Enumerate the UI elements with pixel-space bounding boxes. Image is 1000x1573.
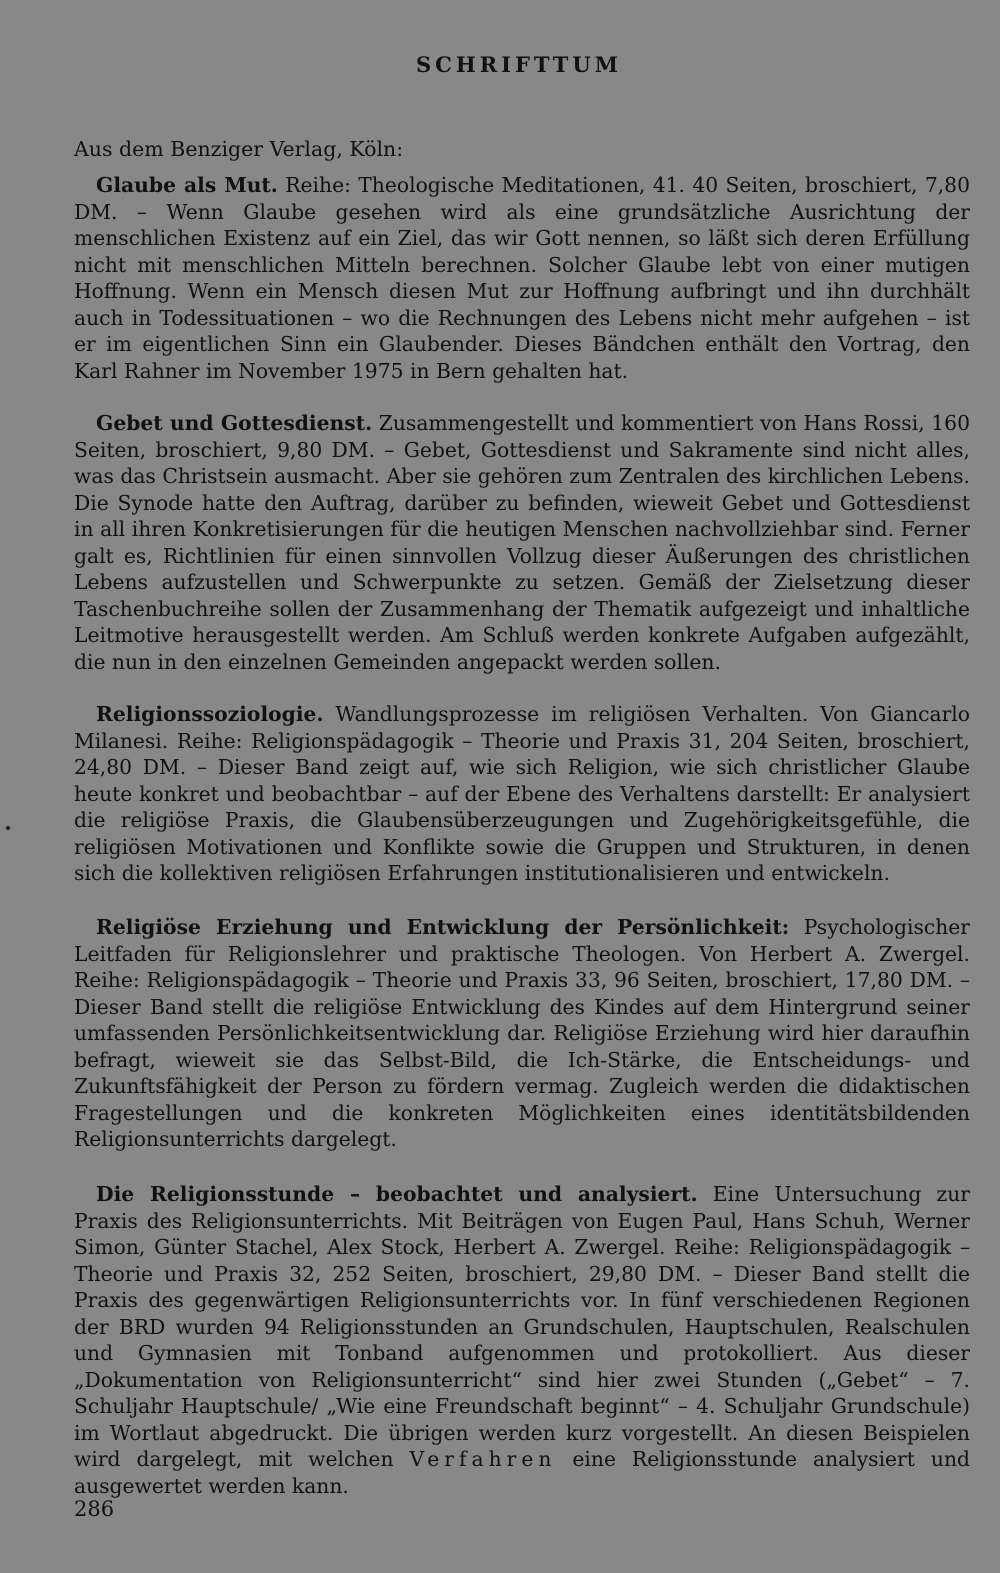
page-title: SCHRIFTTUM xyxy=(416,52,622,77)
publisher-heading: Aus dem Benziger Verlag, Köln: xyxy=(74,137,404,161)
review-text: Psychologischer Leitfaden für Religionslehrer und praktische Theologen. Von Herbert A. Zwergel. Reihe: Religionspädagogik – Theorie und Praxis 33, 96 Seiten, broschiert, 17,80 DM. – Dieser Band stellt die religiöse Entwicklung des Kindes auf dem Hintergrund seiner umfassenden Persönlichkeitsentwicklung dar. Religiöse Erziehung wird hier daraufhin befragt, wieweit sie das Selbst-Bild, die Ich-Stärke, die Entscheidungs- und Zukunftsfähigkeit der Person zu fördern vermag. Zugleich werden die didaktischen Fragestellungen und die konkreten Möglichkeiten eines identitätsbildenden Religionsunterrichts dargelegt. xyxy=(74,915,970,1151)
book-review-entry xyxy=(74,914,970,1153)
book-review-entry xyxy=(74,1181,970,1499)
review-text: Wandlungsprozesse im religiösen Verhalten. Von Giancarlo Milanesi. Reihe: Religionspädagogik – Theorie und Praxis 31, 204 Seiten, broschiert, 24,80 DM. – Dieser Band zeigt auf, wie sich Religion, wie sich christlicher Glaube heute konkret und beobachtbar – auf der Ebene des Verhaltens darstellt: Er analysiert die religiöse Praxis, die Glaubensüberzeugungen und Zugehörigkeitsgefühle, die religiösen Motivationen und Konflikte sowie die Gruppen und Strukturen, in denen sich die kollektiven religiösen Erfahrungen institutionalisieren und entwickeln. xyxy=(74,702,970,885)
review-text: Eine Untersuchung zur Praxis des Religionsunterrichts. Mit Beiträgen von Eugen Paul, Hans Schuh, Werner Simon, Günter Stachel, Alex Stock, Herbert A. Zwergel. Reihe: Religionspädagogik – Theorie und Praxis 32, 252 Seiten, broschiert, 29,80 DM. – Dieser Band stellt die Praxis des gegenwärtigen Religionsunterrichts vor. In fünf verschiedenen Regionen der BRD wurden 94 Religionsstunden an Grundschulen, Hauptschulen, Realschulen und Gymnasien mit Tonband aufgenommen und protokolliert. Aus dieser „Dokumentation von Religionsunterricht“ sind hier zwei Stunden („Gebet“ – 7. Schuljahr Hauptschule/ „Wie eine Freundschaft beginnt“ – 4. Schuljahr Grundschule) im Wortlaut abgedruckt. Die übrigen werden kurz vorgestellt. An diesen Beispielen wird dargelegt, mit welchen xyxy=(74,1182,970,1471)
book-title: Gebet und Gottesdienst. xyxy=(96,411,373,435)
book-title: Religiöse Erziehung und Entwicklung der Persönlichkeit: xyxy=(96,915,790,939)
book-title: Religionssoziologie. xyxy=(96,702,324,726)
book-review-entry xyxy=(74,701,970,887)
page-number: 286 xyxy=(74,1497,115,1521)
review-text-end: eine Religionsstunde analysiert und ausgewertet werden kann. xyxy=(74,1447,970,1498)
book-title: Glaube als Mut. xyxy=(96,173,278,197)
review-text: Reihe: Theologische Meditationen, 41. 40 Seiten, broschiert, 7,80 DM. – Wenn Glaube gesehen wird als eine grundsätzliche Ausrichtung der menschlichen Existenz auf ein Ziel, das wir Gott nennen, so läßt sich deren Erfüllung nicht mit menschlichen Mitteln berechnen. Solcher Glaube lebt von einer mutigen Hoffnung. Wenn ein Mensch diesen Mut zur Hoffnung aufbringt und ihn durchhält auch in Todessituationen – wo die Rechnungen des Lebens nicht mehr aufgehen – ist er im eigentlichen Sinn ein Glaubender. Dieses Bändchen enthält den Vortrag, den Karl Rahner im November 1975 in Bern gehalten hat. xyxy=(74,173,970,383)
book-review-entry xyxy=(74,410,970,675)
emphasized-word: Verfahren xyxy=(409,1447,557,1471)
book-review-entry xyxy=(74,172,970,384)
book-title: Die Religionsstunde – beobachtet und analysiert. xyxy=(96,1182,698,1206)
margin-mark xyxy=(6,826,10,830)
review-text: Zusammengestellt und kommentiert von Hans Rossi, 160 Seiten, broschiert, 9,80 DM. – Gebet, Gottesdienst und Sakramente sind nicht alles, was das Christsein ausmacht. Aber sie gehören zum Zentralen des kirchlichen Lebens. Die Synode hatte den Auftrag, darüber zu befinden, wieweit Gebet und Gottesdienst in all ihren Konkretisierungen für die heutigen Menschen nachvollziehbar sind. Ferner galt es, Richtlinien für einen sinnvollen Vollzug dieser Äußerungen des christlichen Lebens aufzustellen und Schwerpunkte zu setzen. Gemäß der Zielsetzung dieser Taschenbuchreihe sollen der Zusammenhang der Thematik aufgezeigt und inhaltliche Leitmotive herausgestellt werden. Am Schluß werden konkrete Aufgaben aufgezählt, die nun in den einzelnen Gemeinden angepackt werden sollen. xyxy=(74,411,970,674)
